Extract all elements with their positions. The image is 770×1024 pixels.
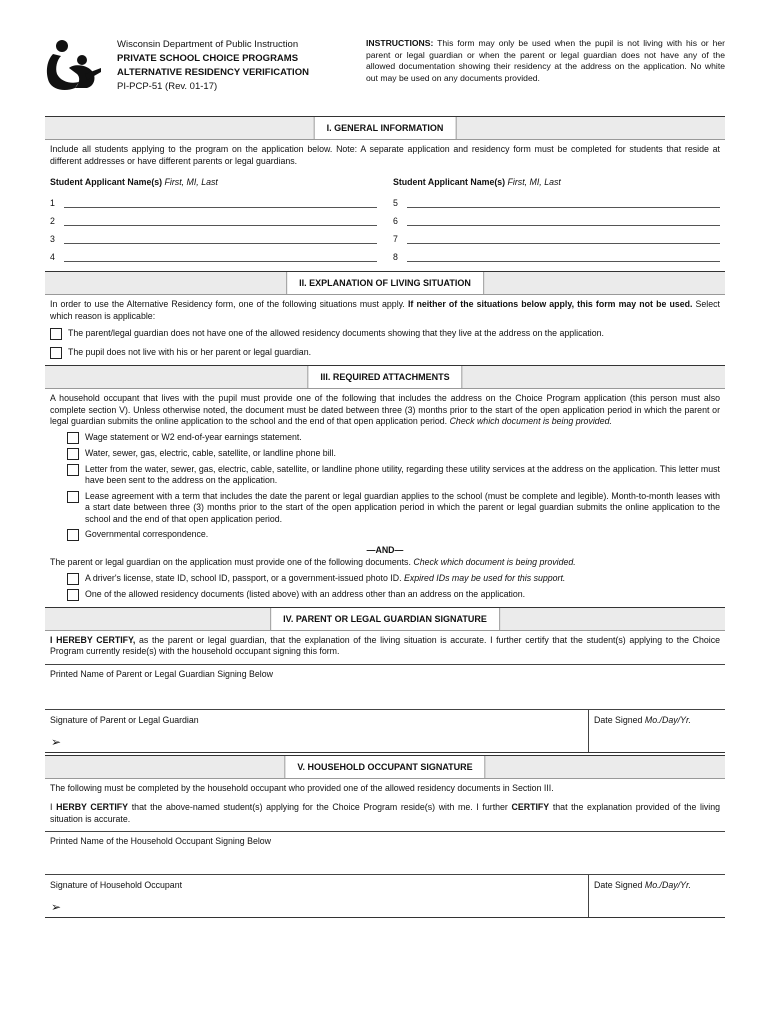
document-checkbox-5[interactable] [67, 529, 79, 541]
section-2-text-bold: If neither of the situations below apply, this form may not be used. [407, 299, 693, 309]
certify-b: that the above-named student(s) applying for the Choice Program reside(s) with me. I further [131, 802, 508, 812]
section-2-header [45, 271, 725, 295]
student-name-row[interactable] [393, 190, 720, 208]
certify-a: I [50, 802, 53, 812]
column-hint: First, MI, Last [164, 177, 218, 187]
student-name-field-3[interactable] [64, 231, 377, 244]
option-label [85, 573, 720, 585]
student-name-row[interactable] [50, 244, 377, 262]
parent-date-field[interactable] [588, 710, 725, 752]
student-name-row[interactable] [50, 208, 377, 226]
parent-printed-name-field[interactable] [45, 664, 725, 710]
date-label: Date Signed [594, 880, 643, 890]
section-1-text: Include all students applying to the program on the application below. Note: A separate application and residency form must be completed for students that reside at different addresses or have different parents or legal guardians. [50, 144, 720, 166]
field-label [594, 880, 691, 890]
student-name-row[interactable] [50, 226, 377, 244]
living-situation-option[interactable] [50, 328, 720, 340]
student-names-heading [50, 177, 377, 187]
row-number: 3 [50, 234, 55, 244]
instructions [366, 38, 725, 84]
student-names-right [393, 177, 720, 262]
form-header [45, 30, 725, 110]
section-4-certify [50, 635, 720, 658]
section-1-header [45, 116, 725, 140]
section-2-text-b: Select which reason is applicable: [50, 299, 720, 321]
dpi-logo-icon [45, 38, 103, 92]
option-label: Lease agreement with a term that includes the date the parent or legal guardian applies to the school (must be complete and legible). Month-to-month leases with a start date between three (3) months prior to the start of the open application period in which the parent or legal guardian submits the online application to the school and the end of that open application period. [85, 490, 720, 524]
parent-document-text [50, 557, 720, 569]
certify-bold-1: HERBY CERTIFY [56, 802, 129, 812]
parent-document-option[interactable] [67, 589, 720, 601]
option-label: Wage statement or W2 end-of-year earnings statement. [85, 431, 302, 442]
option-label: The pupil does not live with his or her parent or legal guardian. [68, 347, 312, 357]
row-number: 8 [393, 252, 398, 262]
row-number: 1 [50, 198, 55, 208]
option-label: One of the allowed residency documents (listed above) with an address other than an address on the application. [85, 588, 526, 599]
option-label: Governmental correspondence. [85, 529, 209, 539]
living-situation-checkbox-2[interactable] [50, 347, 62, 359]
field-label: Signature of Parent or Legal Guardian [50, 714, 199, 725]
field-label: Printed Name of Parent or Legal Guardian Signing Below [50, 668, 273, 679]
field-label: Signature of Household Occupant [50, 880, 183, 890]
document-checkbox-4[interactable] [67, 491, 79, 503]
living-situation-option[interactable] [50, 347, 720, 359]
section-3-check-hint: Check which document is being provided. [449, 416, 612, 426]
certify-text: as the parent or legal guardian, that the explanation of the living situation is accurate. I further certify that the student(s) applying to the Choice Program currently reside(s) with the household occupant signing this form. [50, 634, 720, 656]
certify-c: that the explanation provided of the living situation is accurate. [50, 802, 721, 824]
document-option[interactable] [67, 464, 720, 487]
student-name-field-2[interactable] [64, 213, 377, 226]
parent-document-option[interactable] [67, 573, 720, 585]
student-name-field-6[interactable] [407, 213, 720, 226]
row-number: 7 [393, 234, 398, 244]
option-label: Letter from the water, sewer, gas, electric, cable, satellite, or landline phone utility, regarding these utility services at the address on the application. This letter must have been sent to the address on the application. [85, 463, 720, 485]
student-names-heading [393, 177, 720, 187]
document-checkbox-2[interactable] [67, 448, 79, 460]
date-hint: Mo./Day/Yr. [644, 714, 691, 725]
row-number: 4 [50, 252, 55, 262]
instructions-label: INSTRUCTIONS: [366, 38, 434, 48]
document-option[interactable] [67, 529, 720, 541]
column-label: Student Applicant Name(s) [393, 177, 506, 187]
agency-block [117, 38, 309, 94]
agency-name: Wisconsin Department of Public Instruction [117, 39, 299, 50]
instructions-text: This form may only be used when the pupil is not living with his or her parent or legal guardian or when the parent or legal guardian does not have any of the allowed documentation showing their residency at the address on the application. No white out may be used on any documents provided. [366, 38, 725, 83]
parent-doc1-text: A driver's license, state ID, school ID, passport, or a government-issued photo ID. [85, 572, 402, 583]
date-label: Date Signed [594, 714, 643, 725]
field-label [594, 715, 691, 725]
column-hint: First, MI, Last [507, 177, 561, 187]
section-5-intro: The following must be completed by the household occupant who provided one of the allowed residency documents in Section III. [50, 782, 554, 793]
parent-document-checkbox-1[interactable] [67, 573, 79, 585]
student-name-field-4[interactable] [64, 249, 377, 262]
parent-signature-row [45, 710, 725, 753]
document-checkbox-1[interactable] [67, 432, 79, 444]
student-name-field-8[interactable] [407, 249, 720, 262]
arrow-icon: ➢ [51, 900, 62, 914]
field-label: Printed Name of the Household Occupant Signing Below [50, 836, 272, 846]
section-4-title: IV. PARENT OR LEGAL GUARDIAN SIGNATURE [270, 608, 500, 630]
certify-bold: I HEREBY CERTIFY, [50, 634, 136, 645]
row-number: 6 [393, 216, 398, 226]
parent-document-body: The parent or legal guardian on the application must provide one of the following documents. [50, 557, 411, 567]
document-option[interactable] [67, 448, 720, 460]
row-number: 2 [50, 216, 55, 226]
student-names-left [50, 177, 377, 262]
section-5-title: V. HOUSEHOLD OCCUPANT SIGNATURE [284, 756, 485, 778]
document-option[interactable] [67, 432, 720, 444]
form-title: ALTERNATIVE RESIDENCY VERIFICATION [117, 67, 309, 78]
option-label: The parent/legal guardian does not have one of the allowed residency documents showing that they live at the address on the application. [68, 328, 604, 338]
section-1-title: I. GENERAL INFORMATION [314, 117, 457, 139]
program-name: PRIVATE SCHOOL CHOICE PROGRAMS [117, 53, 299, 64]
student-name-field-1[interactable] [64, 195, 377, 208]
occupant-signature-field[interactable] [45, 875, 588, 917]
and-divider: —AND— [366, 545, 404, 555]
form-page [45, 30, 725, 918]
section-3-body: A household occupant that lives with the pupil must provide one of the following that includes the address on the Choice Program application (this person must also complete section V). Unless otherwise noted, the document must be dated between three (3) months prior to the start of the open application period in which the parent or legal guardian submits the online application to the school and the end of that open application period. [50, 393, 720, 426]
certify-bold-2: CERTIFY [511, 802, 550, 812]
column-label: Student Applicant Name(s) [50, 177, 163, 187]
student-name-row[interactable] [393, 226, 720, 244]
document-option[interactable] [67, 491, 720, 526]
row-number: 5 [393, 198, 398, 208]
living-situation-checkbox-1[interactable] [50, 328, 62, 340]
section-2-text-a: In order to use the Alternative Residency form, one of the following situations must apply. [50, 299, 405, 309]
student-name-field-7[interactable] [407, 231, 720, 244]
parent-document-hint: Check which document is being provided. [413, 557, 576, 567]
student-name-row[interactable] [50, 190, 377, 208]
section-2-title: II. EXPLANATION OF LIVING SITUATION [286, 272, 484, 294]
occupant-signature-row [45, 875, 725, 918]
student-name-row[interactable] [393, 244, 720, 262]
section-3-header [45, 365, 725, 389]
section-4-header [45, 607, 725, 631]
section-2-text [50, 299, 720, 322]
student-names-grid [45, 177, 725, 262]
parent-document-checkbox-2[interactable] [67, 589, 79, 601]
occupant-printed-name-field[interactable] [45, 831, 725, 875]
document-checkbox-3[interactable] [67, 464, 79, 476]
date-hint: Mo./Day/Yr. [644, 880, 691, 890]
section-3-title: III. REQUIRED ATTACHMENTS [307, 366, 462, 388]
section-5-certify [50, 802, 720, 825]
section-3-text [50, 393, 720, 428]
option-label: Water, sewer, gas, electric, cable, satellite, or landline phone bill. [85, 447, 337, 458]
occupant-date-field[interactable] [588, 875, 725, 917]
form-number: PI-PCP-51 (Rev. 01-17) [117, 81, 218, 92]
parent-signature-field[interactable] [45, 710, 588, 752]
section-5-header [45, 755, 725, 779]
arrow-icon: ➢ [51, 734, 62, 749]
student-name-row[interactable] [393, 208, 720, 226]
parent-doc1-note: Expired IDs may be used for this support. [404, 572, 566, 583]
student-name-field-5[interactable] [407, 195, 720, 208]
